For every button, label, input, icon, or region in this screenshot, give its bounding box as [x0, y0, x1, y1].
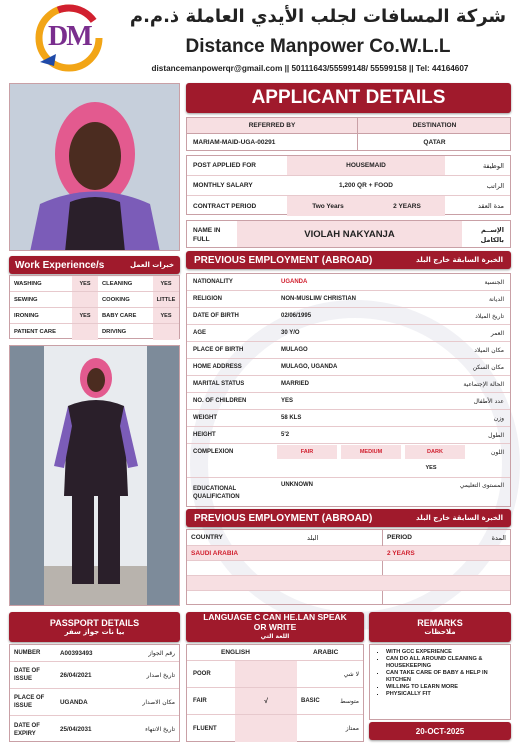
personal-value: YES: [281, 398, 294, 404]
passport-label-ar: تاريخ الانتهاء: [145, 726, 175, 733]
work-row: [10, 308, 179, 324]
passport-title-ar: بيا نات جواز سفر: [64, 628, 125, 636]
post-label-ar: الوظيفة: [482, 161, 504, 170]
work-skill-value: [72, 324, 98, 340]
remarks-box: [369, 644, 511, 720]
personal-label: HOME ADDRESS: [193, 364, 242, 370]
language-title-ar: اللغة التي: [260, 633, 290, 640]
personal-row: [187, 410, 510, 427]
language-header: [186, 612, 364, 642]
passport-label: DATE OF ISSUE: [14, 668, 40, 682]
company-name-arabic: شركة المسافات لجلب الأيدي العاملة ذ.م.م: [129, 6, 507, 27]
work-skill-label: IRONING: [14, 312, 39, 319]
company-logo: [34, 4, 104, 72]
personal-label-ar: عدد الأطفال: [473, 397, 504, 405]
personal-label-ar: وزن: [493, 414, 504, 422]
personal-label: DATE OF BIRTH: [193, 313, 239, 319]
period-label-ar: المدة: [491, 533, 506, 542]
education-label: EDUCATIONAL QUALIFICATION: [193, 486, 240, 500]
previous-employment-title-ar-2: الخبرة السابقة خارج البلد: [416, 514, 503, 522]
passport-label-ar: مكان الاصدار: [142, 698, 175, 706]
previous-employment-title: PREVIOUS EMPLOYMENT (ABROAD): [194, 254, 373, 266]
work-skill-label: SEWING: [14, 296, 38, 303]
previous-employment-table: [186, 529, 511, 605]
destination-label: DESTINATION: [412, 122, 457, 129]
personal-label: AGE: [193, 330, 207, 336]
passport-row: [10, 689, 179, 716]
previous-employment-header-bottom: [186, 509, 511, 527]
work-row: [10, 276, 179, 292]
personal-row: [187, 359, 510, 376]
complexion-label: COMPLEXION: [193, 449, 234, 455]
reference-code: MARIAM-MAID-UGA-00291: [193, 139, 276, 146]
previous-country: SAUDI ARABIA: [191, 549, 239, 557]
language-level-label: POOR: [193, 671, 211, 677]
remarks-list: [376, 649, 506, 698]
work-skill-label: DRIVING: [102, 329, 127, 335]
complexion-selected: YES: [425, 465, 437, 471]
language-row: [187, 688, 363, 715]
education-row: [187, 478, 510, 508]
personal-value: 58 KLS: [281, 415, 302, 421]
english-level-mark: [235, 661, 297, 687]
name-label-ar: الإســم بالكامل: [480, 226, 504, 244]
contract-label: CONTRACT PERIOD: [193, 202, 257, 210]
personal-value: MARRIED: [281, 381, 309, 387]
passport-header: [9, 612, 180, 642]
company-contact: distancemanpowerqr@gmail.com || 50111643/55599148/ 55599158 || Tel: 44164607: [151, 64, 469, 73]
work-row: [10, 292, 179, 308]
complexion-option: FAIR: [277, 445, 337, 459]
work-skill-value: YES: [153, 276, 179, 291]
remarks-header: [369, 612, 511, 642]
logo-letters: DM: [48, 21, 91, 52]
work-experience-title: Work Experience/s: [15, 259, 105, 271]
complexion-option: DARK: [405, 445, 465, 459]
personal-row: [187, 376, 510, 393]
salary-label-ar: الراتب: [486, 181, 504, 190]
personal-row: [187, 393, 510, 410]
previous-period: 2 YEARS: [387, 549, 415, 557]
post-table: [186, 155, 511, 215]
arabic-label: ARABIC: [313, 649, 339, 656]
page-title: APPLICANT DETAILS: [186, 83, 511, 113]
passport-table: [9, 644, 180, 742]
personal-value: MULAGO, UGANDA: [281, 364, 338, 370]
personal-label: NATIONALITY: [193, 279, 233, 285]
work-skill-label: COOKING: [102, 296, 130, 303]
personal-row: [187, 274, 510, 291]
personal-label: PLACE OF BIRTH: [193, 347, 244, 353]
language-level-label: FAIR: [193, 698, 207, 704]
personal-row: [187, 308, 510, 325]
referred-by-label: REFERRED BY: [248, 122, 296, 129]
work-experience-title-ar: خبرات العمل: [129, 261, 174, 269]
contract-value-years: 2 YEARS: [369, 196, 445, 216]
passport-title: PASSPORT DETAILS: [49, 618, 140, 628]
english-level-mark: √: [235, 688, 297, 714]
contract-value: Two Years: [287, 196, 369, 216]
name-label: NAME IN FULL: [193, 227, 221, 243]
work-skill-label: WASHING: [14, 280, 42, 287]
english-level-mark: [235, 715, 297, 742]
english-label: ENGLISH: [221, 649, 250, 656]
contract-label-ar: مدة العقد: [478, 202, 504, 210]
work-skill-value: YES: [153, 308, 179, 323]
personal-value: MULAGO: [281, 347, 308, 353]
salary-value: 1,200 QR + FOOD: [338, 182, 393, 189]
personal-value: UGANDA: [281, 279, 308, 285]
personal-label-ar: الطول: [488, 431, 504, 439]
remark-item: ▪ WILLING TO LEARN MORE: [386, 684, 506, 691]
language-row: [187, 715, 363, 742]
personal-details-table: [186, 273, 511, 507]
passport-value: A00393493: [60, 649, 93, 657]
personal-row: [187, 427, 510, 444]
previous-employment-title-ar: الخبرة السابقة خارج البلد: [416, 256, 503, 264]
personal-value: 02/06/1995: [281, 313, 312, 319]
destination-value: QATAR: [423, 139, 446, 146]
education-value: UNKNOWN: [281, 482, 313, 488]
applicant-full-body-photo: [9, 345, 180, 606]
work-experience-header: [9, 256, 180, 274]
passport-label-ar: رقم الجواز: [148, 649, 175, 657]
previous-employment-header-top: [186, 251, 511, 269]
work-experience-table: [9, 275, 180, 339]
language-level-ar: متوسط: [340, 697, 359, 705]
personal-label-ar: مكان الميلاد: [474, 346, 504, 354]
work-skill-value: LITTLE: [153, 292, 179, 307]
work-skill-value: YES: [72, 308, 98, 323]
personal-label-ar: الحالة الإجتماعية: [463, 380, 504, 388]
passport-value: 26/04/2021: [60, 671, 92, 679]
applicant-portrait-photo: [9, 83, 180, 251]
personal-label: HEIGHT: [193, 432, 216, 438]
arabic-level-value: BASIC: [301, 698, 320, 704]
referral-table: [186, 117, 511, 151]
personal-label: MARITAL STATUS: [193, 381, 245, 387]
personal-label-ar: الجنسية: [484, 278, 504, 286]
post-label: POST APPLIED FOR: [193, 162, 256, 169]
personal-label: RELIGION: [193, 296, 223, 302]
personal-value: 5'2: [281, 432, 290, 438]
work-skill-value: [153, 324, 179, 340]
personal-row: [187, 342, 510, 359]
country-label: COUNTRY: [191, 534, 223, 541]
work-row: [10, 324, 179, 340]
post-value: HOUSEMAID: [287, 156, 445, 175]
personal-label-ar: الديانة: [488, 295, 504, 303]
complexion-row: [187, 444, 510, 478]
language-row: [187, 661, 363, 688]
language-level-ar: لا شي: [343, 670, 359, 678]
language-level-label: FLUENT: [193, 725, 217, 732]
remarks-title-ar: ملاحظات: [424, 628, 456, 636]
remark-item: ▪ WITH GCC EXPERIENCE: [386, 649, 506, 656]
work-skill-label: CLEANING: [102, 280, 133, 287]
work-skill-label: BABY CARE: [102, 312, 137, 319]
remark-item: ▪ PHYSICALLY FIT: [386, 691, 506, 698]
personal-value: 30 Y/O: [281, 330, 300, 336]
applicant-name: VIOLAH NAKYANJA: [304, 229, 395, 240]
work-skill-value: YES: [72, 276, 98, 291]
country-label-ar: البلد: [307, 533, 319, 542]
passport-label: DATE OF EXPIRY: [14, 722, 40, 737]
personal-label-ar: مكان السكن: [472, 363, 504, 371]
work-skill-value: [72, 292, 98, 307]
personal-label-ar: تاريخ الميلاد: [475, 312, 504, 320]
work-skill-label: PATIENT CARE: [14, 329, 56, 335]
language-table: [186, 644, 364, 742]
passport-value: 25/04/2031: [60, 726, 92, 733]
remark-item: ▪ CAN DO ALL AROUND CLEANING & HOUSEKEEPING: [386, 656, 506, 670]
passport-row: [10, 662, 179, 689]
personal-label: NO. OF CHILDREN: [193, 398, 247, 404]
remark-item: ▪ CAN TAKE CARE OF BABY & HELP IN KITCHEN: [386, 670, 506, 684]
language-level-ar: ممتاز: [345, 725, 359, 732]
passport-label: NUMBER: [14, 650, 41, 656]
passport-value: UGANDA: [60, 698, 88, 706]
passport-row: [10, 716, 179, 743]
remarks-title: REMARKS: [417, 618, 463, 628]
name-row: [186, 220, 511, 248]
language-title: LANGUAGE C CAN HE.LAN SPEAK OR WRITE: [203, 612, 347, 632]
period-label: PERIOD: [387, 534, 412, 541]
personal-row: [187, 325, 510, 342]
personal-label-ar: العمر: [490, 329, 504, 337]
passport-row: [10, 645, 179, 662]
personal-label: WEIGHT: [193, 415, 217, 421]
company-name-english: Distance Manpower Co.W.L.L: [185, 36, 451, 57]
salary-label: MONTHLY SALARY: [193, 182, 253, 189]
personal-value: NON-MUSLIM/ CHRISTIAN: [281, 296, 356, 302]
passport-label: PLACE OF ISSUE: [14, 695, 45, 709]
passport-label-ar: تاريخ اصدار: [146, 671, 175, 679]
complexion-option: MEDIUM: [341, 445, 401, 459]
personal-row: [187, 291, 510, 308]
previous-employment-title-2: PREVIOUS EMPLOYMENT (ABROAD): [194, 512, 373, 524]
education-label-ar: المستوى التعليمي: [459, 481, 504, 489]
complexion-label-ar: اللون: [491, 448, 504, 456]
remarks-date: 20-OCT-2025: [369, 722, 511, 740]
